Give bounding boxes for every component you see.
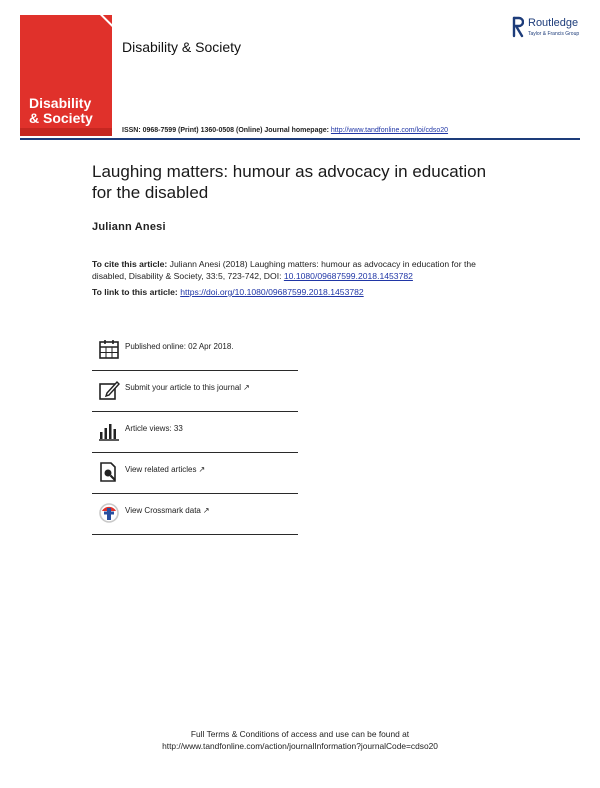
article-doi-url[interactable]: https://doi.org/10.1080/09687599.2018.1453782	[180, 287, 364, 297]
related-articles-row[interactable]	[92, 453, 298, 494]
submit-article-row[interactable]	[92, 371, 298, 412]
article-link-label: To link to this article:	[92, 287, 178, 297]
issn-line	[122, 127, 448, 134]
published-online-row	[92, 330, 298, 371]
article-author: Juliann Anesi	[92, 221, 166, 233]
crossmark-icon	[98, 502, 120, 524]
search-document-icon	[98, 461, 120, 483]
crossmark-label: View Crossmark data	[125, 506, 201, 515]
article-link-line	[92, 287, 364, 297]
terms-footer	[0, 728, 600, 752]
citation-doi-link[interactable]: 10.1080/09687599.2018.1453782	[283, 271, 413, 281]
crossmark-row[interactable]	[92, 494, 298, 535]
article-views-label: Article views: 33	[125, 424, 183, 433]
article-title: Laughing matters: humour as advocacy in education for the disabled	[92, 162, 487, 202]
citation-block	[92, 258, 502, 282]
cover-bottom-strip	[20, 128, 112, 136]
related-articles-link[interactable]	[125, 465, 205, 474]
bar-chart-icon	[98, 420, 120, 442]
cover-slash-decoration	[94, 15, 112, 40]
publisher-tagline: Taylor & Francis Group	[528, 31, 580, 37]
external-link-icon: ↗	[243, 383, 250, 392]
calendar-icon	[98, 338, 120, 360]
footer-line-1: Full Terms & Conditions of access and use can be found at	[190, 729, 410, 739]
citation-text: Juliann Anesi (2018) Laughing matters: humour as advocacy in education for the disabled, Disability & Society, 33:5, 723-742, DOI:	[92, 259, 476, 281]
article-views-row	[92, 412, 298, 453]
cover-title-line-1: Disability	[29, 95, 92, 111]
article-info-list	[92, 330, 298, 535]
edit-icon	[98, 379, 120, 401]
submit-article-link[interactable]	[125, 383, 250, 392]
citation-label: To cite this article:	[92, 259, 168, 269]
external-link-icon: ↗	[198, 465, 206, 474]
related-articles-label: View related articles	[125, 465, 197, 474]
header-divider	[20, 138, 580, 140]
publisher-logo	[512, 16, 592, 46]
cover-title-line-2: & Society	[29, 110, 93, 126]
footer-terms-url[interactable]: http://www.tandfonline.com/action/journalInformation?journalCode=cdso20	[162, 741, 438, 751]
journal-title: Disability & Society	[122, 39, 242, 55]
issn-text: ISSN: 0968-7599 (Print) 1360-0508 (Online) Journal homepage:	[122, 127, 331, 134]
submit-article-label: Submit your article to this journal	[125, 383, 242, 392]
publisher-brand-name: Routledge	[528, 17, 579, 29]
journal-cover-image	[20, 15, 112, 136]
crossmark-link[interactable]	[125, 506, 210, 515]
routledge-logo-icon	[512, 16, 524, 38]
journal-homepage-link[interactable]: http://www.tandfonline.com/loi/cdso20	[330, 127, 449, 134]
published-online-label: Published online: 02 Apr 2018.	[125, 342, 234, 351]
external-link-icon: ↗	[202, 506, 210, 515]
